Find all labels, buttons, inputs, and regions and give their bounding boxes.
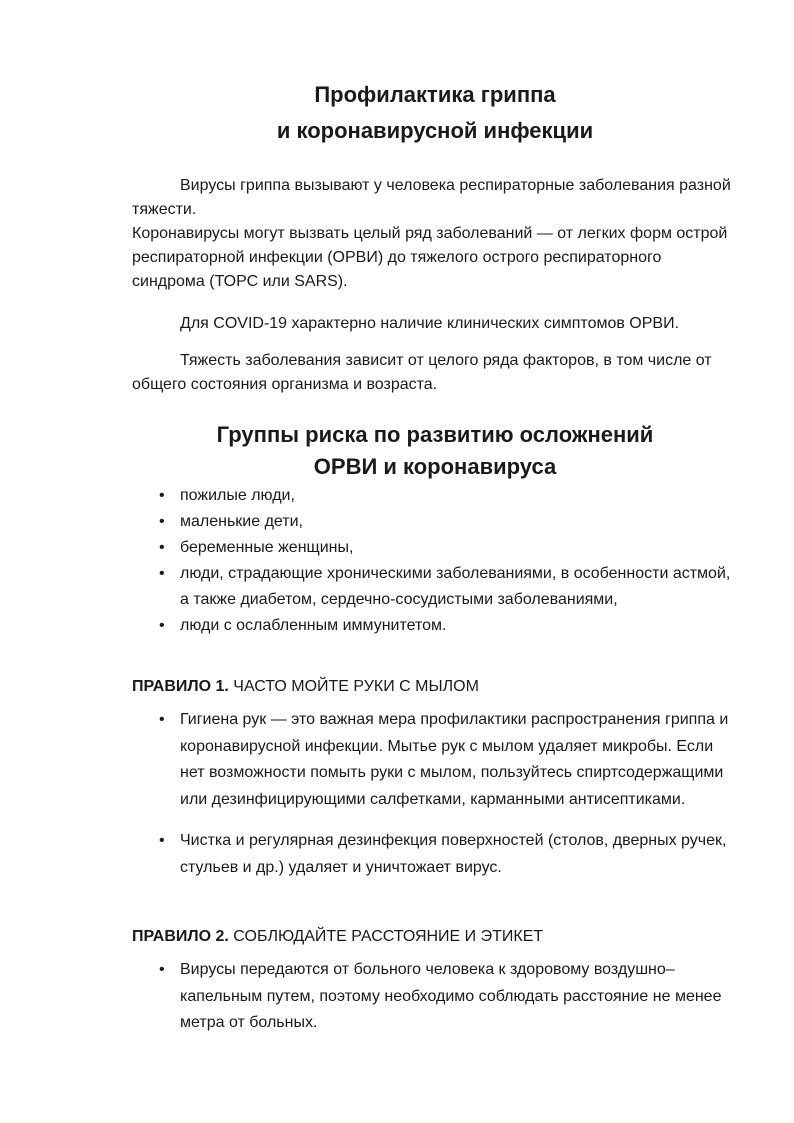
risk-groups-title-line-1: Группы риска по развитию осложнений bbox=[216, 422, 654, 447]
rule-2-text: СОБЛЮДАЙТЕ РАССТОЯНИЕ И ЭТИКЕТ bbox=[228, 928, 544, 945]
risk-groups-list bbox=[132, 483, 732, 639]
list-item: • Чистка и регулярная дезинфекция поверхностей (столов, дверных ручек, стульев и др.) удаляет и уничтожает вирус. bbox=[132, 828, 742, 881]
intro-paragraph-severity: Тяжесть заболевания зависит от целого ряда факторов, в том числе от общего состояния организма и возраста. bbox=[132, 352, 712, 393]
intro-paragraph-coronavirus: Коронавирусы могут вызвать целый ряд заболеваний — от легких форм острой респираторной инфекции (ОРВИ) до тяжелого острого респираторного синдрома (ТОРС или SARS). bbox=[132, 225, 728, 290]
rule-1-text: ЧАСТО МОЙТЕ РУКИ С МЫЛОМ bbox=[228, 678, 479, 695]
list-item: • люди с ослабленным иммунитетом. bbox=[132, 613, 732, 639]
rule-2-list bbox=[132, 957, 742, 1037]
intro-section bbox=[132, 174, 732, 294]
rule-1-list bbox=[132, 707, 742, 896]
list-item: • Вирусы передаются от больного человека к здоровому воздушно–капельным путем, поэтому необходимо соблюдать расстояние не менее метра от больных. bbox=[132, 957, 742, 1037]
intro-paragraph-covid: Для COVID-19 характерно наличие клинических симптомов ОРВИ. bbox=[180, 315, 680, 332]
list-item: • маленькие дети, bbox=[132, 509, 732, 535]
page-title bbox=[0, 77, 794, 149]
rule-2-label: ПРАВИЛО 2. bbox=[132, 928, 229, 945]
list-item: • пожилые люди, bbox=[132, 483, 732, 509]
list-item: • Гигиена рук — это важная мера профилактики распространения гриппа и коронавирусной инфекции. Мытье рук с мылом удаляет микробы. Если нет возможности помыть руки с мылом, пользуйтесь спиртсодержащими или дезинфицирующими салфетками, карманными антисептиками. bbox=[132, 707, 742, 813]
list-item: • беременные женщины, bbox=[132, 535, 732, 561]
page-title-line-1: Профилактика гриппа bbox=[314, 82, 556, 107]
rule-1-label: ПРАВИЛО 1. bbox=[132, 678, 229, 695]
rule-2-heading bbox=[132, 926, 752, 948]
page-title-line-2: и коронавирусной инфекции bbox=[276, 118, 594, 143]
rule-1-heading bbox=[132, 676, 752, 698]
intro-paragraph-flu: Вирусы гриппа вызывают у человека респираторные заболевания разной тяжести. bbox=[132, 177, 731, 218]
list-item: • люди, страдающие хроническими заболеваниями, в особенности астмой, а также диабетом, сердечно-сосудистыми заболеваниями, bbox=[132, 561, 732, 613]
risk-groups-title-line-2: ОРВИ и коронавируса bbox=[313, 454, 557, 479]
risk-groups-title bbox=[0, 419, 794, 483]
